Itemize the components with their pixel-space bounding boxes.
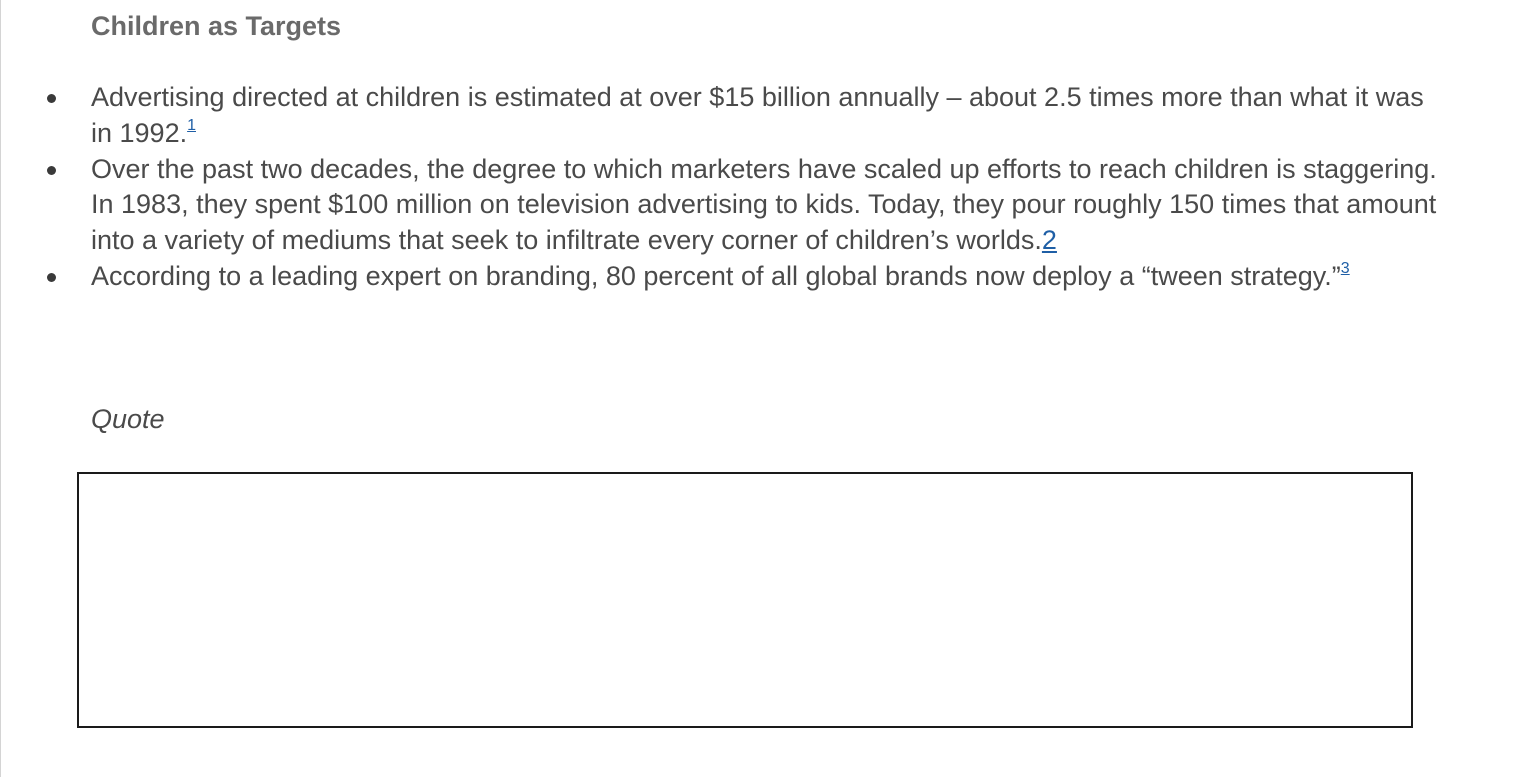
bullet-icon <box>47 94 56 103</box>
section-heading: Children as Targets <box>91 11 342 41</box>
fact-list-item <box>0 152 1440 259</box>
quote-input-box[interactable] <box>77 472 1413 728</box>
footnote-link[interactable]: 2 <box>1041 225 1057 256</box>
bullet-icon <box>47 273 56 282</box>
fact-list-item <box>0 80 1440 152</box>
fact-text: According to a leading expert on branding, 80 percent of all global brands now deploy a “tween strategy.” <box>91 260 1341 291</box>
fact-text: Advertising directed at children is estimated at over $15 billion annually – about 2.5 times more than what it was in 1992. <box>91 82 1424 148</box>
fact-list <box>0 80 1440 295</box>
quote-label: Quote <box>91 404 165 434</box>
fact-text: Over the past two decades, the degree to which marketers have scaled up efforts to reach children is staggering. In 1983, they spent $100 million on television advertising to kids. Today, they pour roughly 150 times that amount into a variety of mediums that seek to infiltrate every corner of children’s worlds. <box>91 153 1437 256</box>
footnote-link[interactable]: 3 <box>1340 259 1350 277</box>
fact-list-item <box>0 259 1440 295</box>
footnote-link[interactable]: 1 <box>187 116 196 134</box>
bullet-icon <box>47 166 56 175</box>
